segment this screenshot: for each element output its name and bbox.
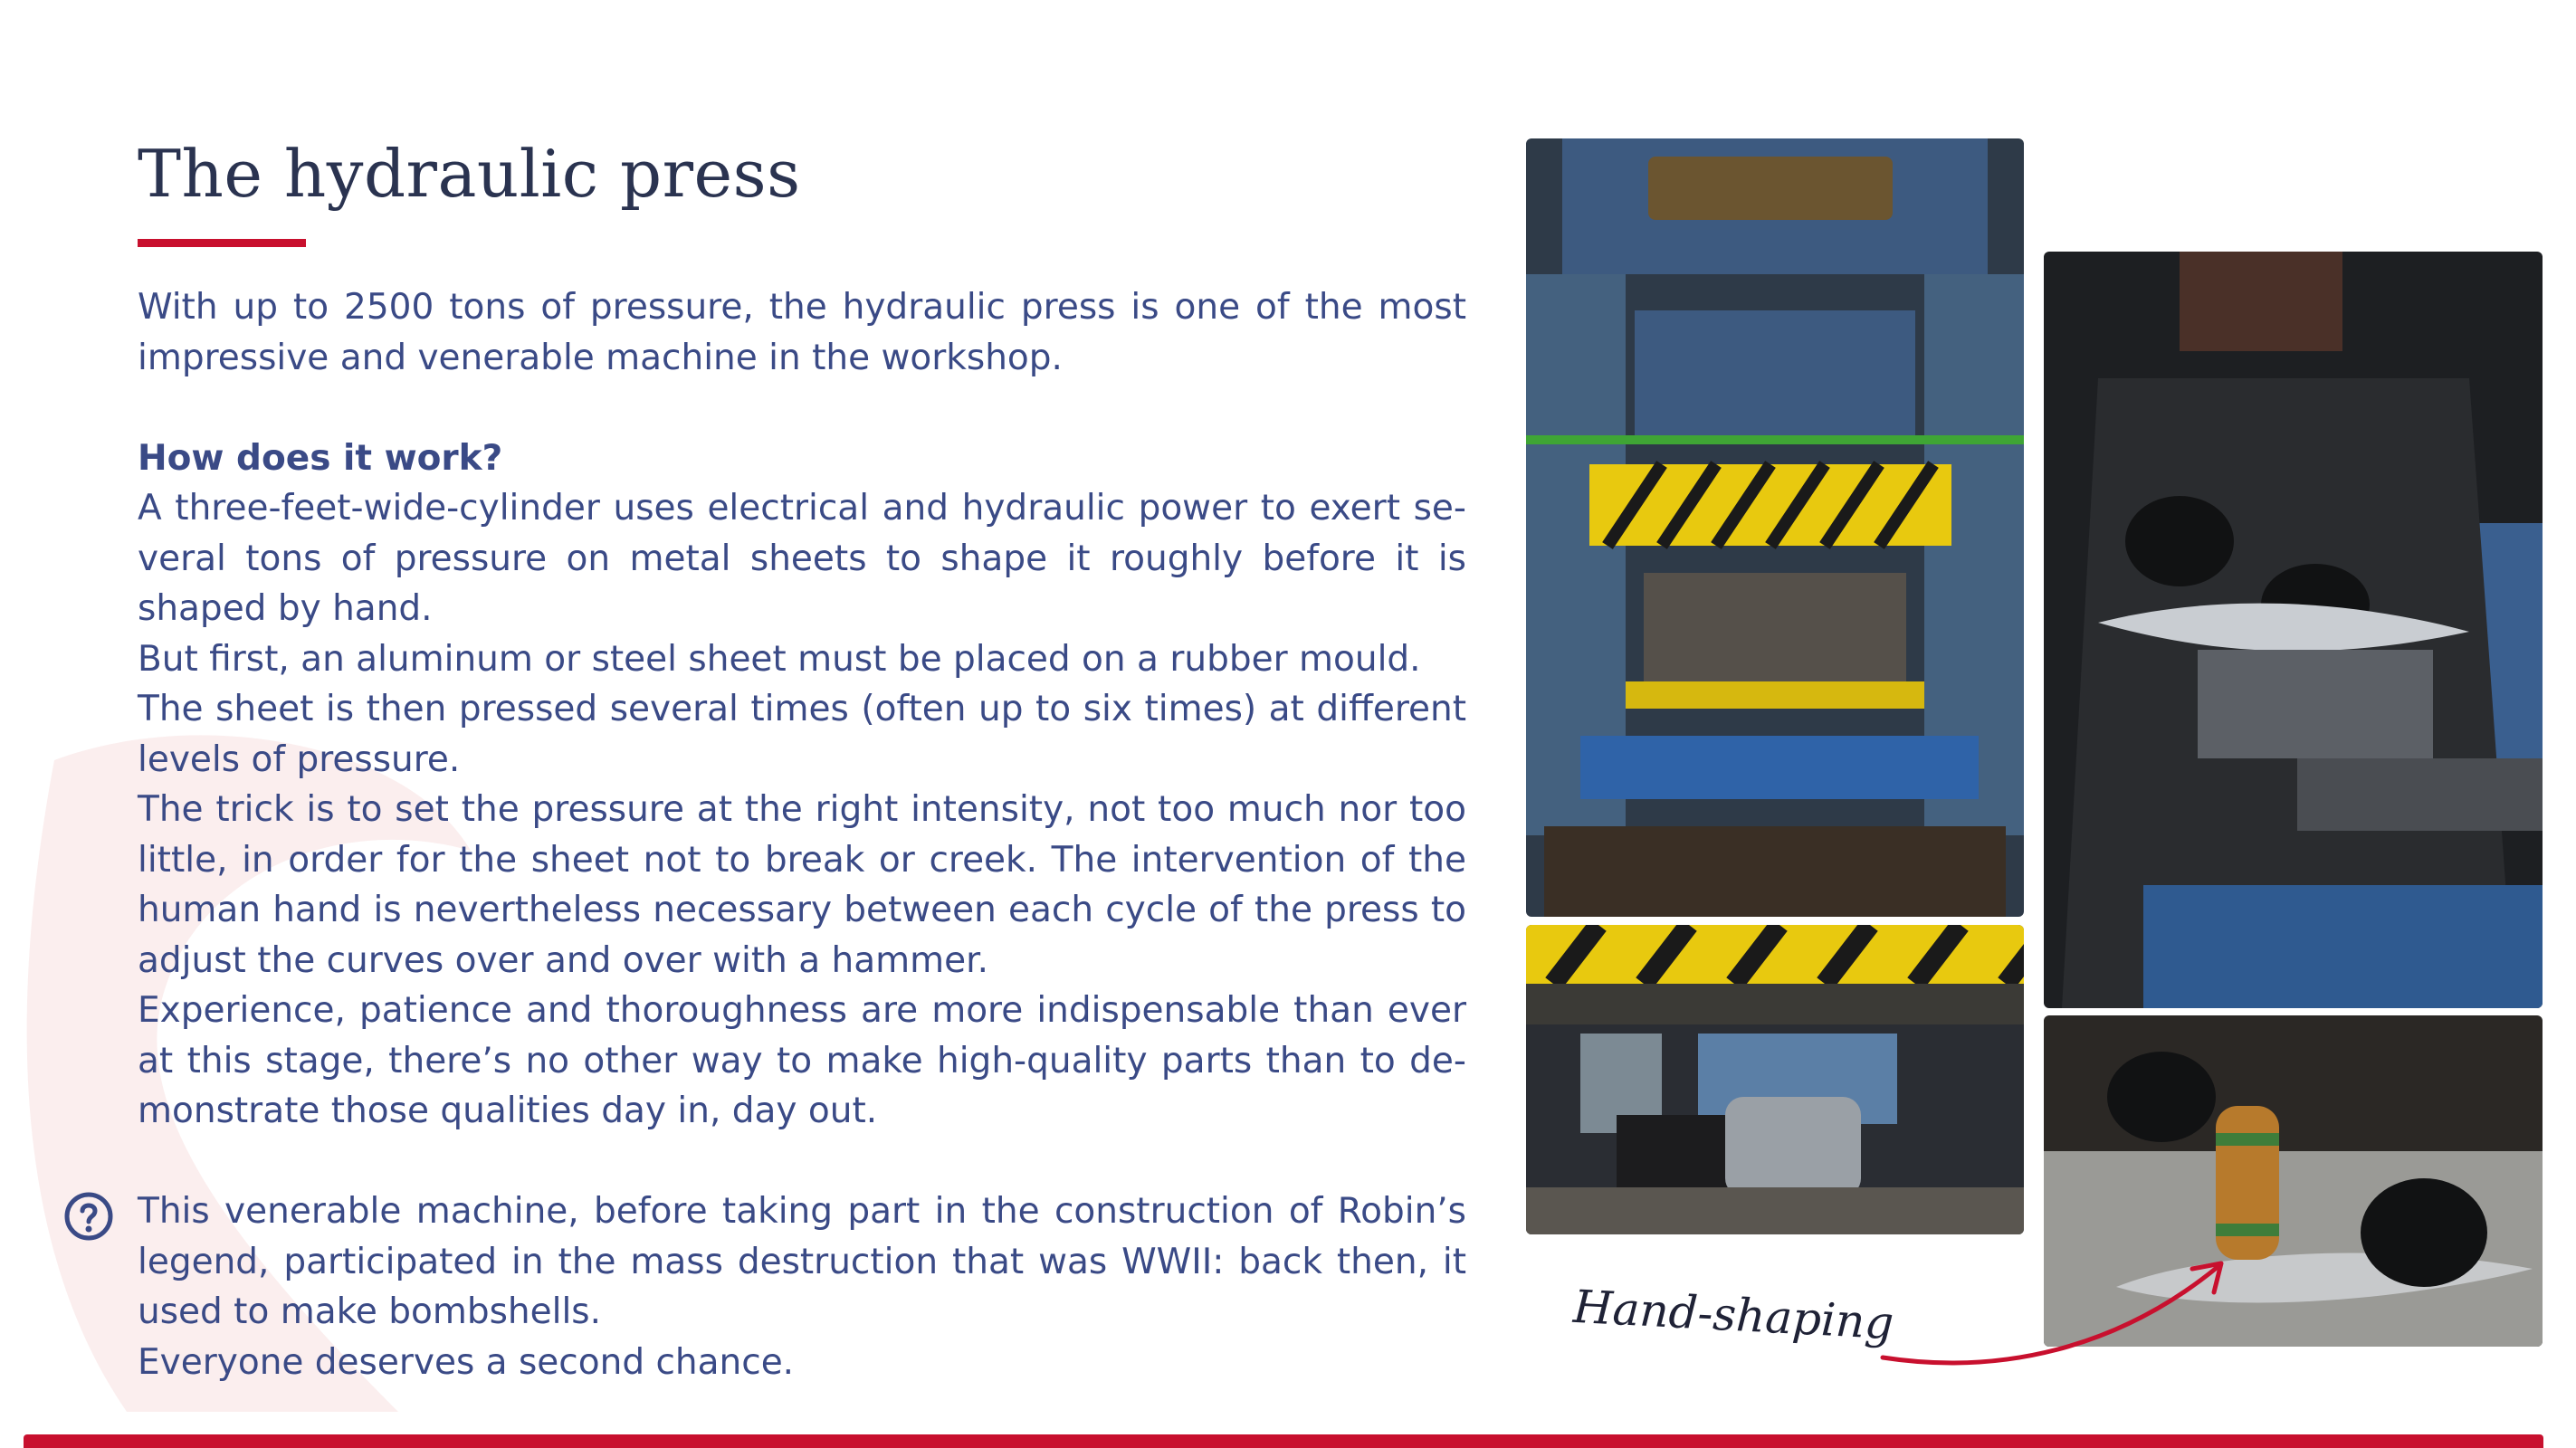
page-title: The hydraulic press: [138, 136, 801, 212]
press-closeup-photo: [1526, 925, 2024, 1234]
paragraph: The sheet is then pressed several times (often up to six times) at different levels of pressure.: [138, 689, 1466, 780]
paragraph: A three-feet-wide-cylinder uses electrical and hydraulic power to exert several tons of pressure on metal sheets to shape it roughly before it is shaped by hand.: [138, 488, 1466, 629]
note-paragraph: This venerable machine, before taking part in the construction of Robin’s legend, participated in the mass destruction that was WWII: back then, it used to make bombshells.: [138, 1191, 1466, 1332]
worker-photo: [2044, 252, 2543, 1008]
note-closing: Everyone deserves a second chance.: [138, 1341, 795, 1383]
arrow-icon: [1874, 1249, 2254, 1385]
spacer: [138, 1137, 1466, 1187]
spacer: [138, 383, 1466, 433]
section-heading: How does it work?: [138, 437, 503, 479]
hydraulic-press-photo: [1526, 138, 2024, 917]
paragraph: The trick is to set the pressure at the right intensity, not too much nor too little, in order for the sheet not to break or creek. The intervention of the human hand is nevertheless necessary between each cycle of the press to adjust the curves over and over with a hammer.: [138, 789, 1466, 981]
paragraph: Experience, patience and thoroughness are more indispensable than ever at this stage, there’s no other way to make high-quality parts than to demonstrate those qualities day in, day out.: [138, 990, 1466, 1131]
footer-band: [24, 1434, 2543, 1448]
title-underline: [138, 239, 306, 247]
intro-paragraph: With up to 2500 tons of pressure, the hydraulic press is one of the most impressive and venerable machine in the workshop.: [138, 287, 1466, 378]
hand-shaping-caption: Hand-shaping: [1571, 1280, 1895, 1350]
paragraph: But first, an aluminum or steel sheet must be placed on a rubber mould.: [138, 638, 1421, 680]
question-icon: [63, 1191, 114, 1242]
body-text: [138, 282, 1466, 1387]
